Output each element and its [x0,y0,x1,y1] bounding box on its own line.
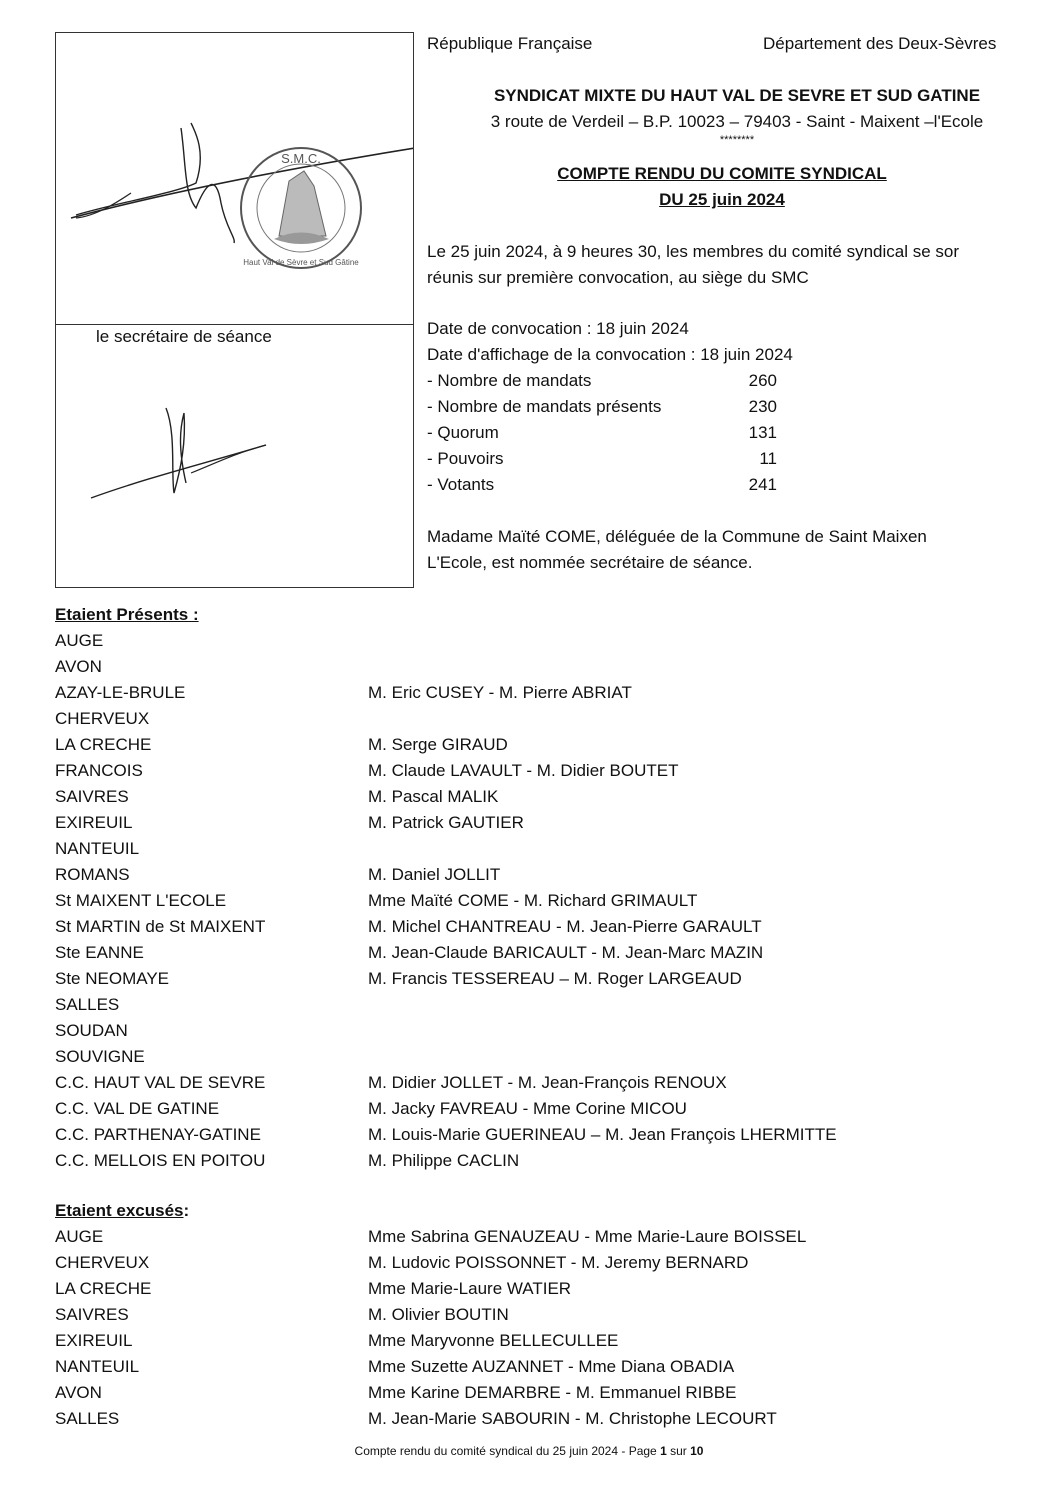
excuses-heading-text: Etaient excusés [55,1201,184,1220]
commune-name: SAIVRES [55,787,129,806]
stat-label: - Nombre de mandats [427,371,592,390]
member-names: Mme Marie-Laure WATIER [368,1279,572,1298]
commune-name: AUGE [55,631,104,650]
commune-name: SOUDAN [55,1021,128,1040]
table-row [55,1096,1015,1122]
commune-name: NANTEUIL [55,839,140,858]
member-names: M. Daniel JOLLIT [368,865,501,884]
commune-name: C.C. PARTHENAY-GATINE [55,1125,261,1144]
presents-heading: Etaient Présents : [55,605,199,624]
secretary-label: le secrétaire de séance [96,327,272,346]
stat-value: 11 [759,449,777,468]
member-names: M. Pascal MALIK [368,787,499,806]
table-row [55,914,1015,940]
member-names: M. Eric CUSEY - M. Pierre ABRIAT [368,683,632,702]
commune-name: SOUVIGNE [55,1047,145,1066]
footer-sur: sur [666,1444,691,1458]
commune-name: AVON [55,1383,102,1402]
member-names: Mme Suzette AUZANNET - Mme Diana OBADIA [368,1357,735,1376]
footer-text: Compte rendu du comité syndical du 25 juin 2024 - Page [354,1444,661,1458]
commune-name: CHERVEUX [55,709,150,728]
excuses-heading-colon: : [183,1201,190,1220]
table-row [55,1250,1015,1276]
member-names: M. Ludovic POISSONNET - M. Jeremy BERNARD [368,1253,749,1272]
footer-page-total: 10 [690,1444,704,1458]
commune-name: C.C. VAL DE GATINE [55,1099,220,1118]
secretary-signature [56,353,413,583]
member-names: M. Louis-Marie GUERINEAU – M. Jean François LHERMITTE [368,1125,837,1144]
table-row [55,940,1015,966]
convocation-date: Date de convocation : 18 juin 2024 [427,319,689,338]
stat-label: - Quorum [427,423,499,442]
member-names: M. Michel CHANTREAU - M. Jean-Pierre GARAULT [368,917,762,936]
stamp-top-text: S.M.C. [281,151,321,166]
member-names: M. Jean-Claude BARICAULT - M. Jean-Marc MAZIN [368,943,764,962]
table-row [55,1018,1015,1044]
stat-value: 241 [748,475,777,494]
posting-date: Date d'affichage de la convocation : 18 juin 2024 [427,345,793,364]
stat-mandats-presents [427,394,787,420]
secretary-text-line-2: L'Ecole, est nommée secrétaire de séance. [427,553,753,572]
table-row [55,1354,1015,1380]
signature-box [55,32,414,588]
table-row [55,836,1015,862]
member-names: Mme Maryvonne BELLECULLEE [368,1331,619,1350]
smc-stamp [234,141,369,276]
table-row [55,654,1015,680]
republic-label: République Française [427,34,593,53]
department-label: Département des Deux-Sèvres [763,34,997,53]
stat-mandats [427,368,787,394]
commune-name: EXIREUIL [55,813,133,832]
commune-name: CHERVEUX [55,1253,150,1272]
table-row [55,706,1015,732]
commune-name: SALLES [55,995,120,1014]
table-row [55,758,1015,784]
commune-name: AZAY-LE-BRULE [55,683,186,702]
member-names: Mme Karine DEMARBRE - M. Emmanuel RIBBE [368,1383,737,1402]
secretary-text-line-1: Madame Maïté COME, déléguée de la Commune de Saint Maixen [427,527,927,546]
table-row [55,1148,1015,1174]
stamp-ring-text: Haut Val de Sèvre et Sud Gâtine [243,258,359,267]
table-row [55,1070,1015,1096]
table-row [55,1380,1015,1406]
stat-label: - Pouvoirs [427,449,504,468]
table-row [55,1406,1015,1432]
intro-line-1: Le 25 juin 2024, à 9 heures 30, les membres du comité syndical se sor [427,242,960,261]
table-row [55,1044,1015,1070]
report-date-title: DU 25 juin 2024 [659,190,785,209]
commune-name: EXIREUIL [55,1331,133,1350]
organization-address: 3 route de Verdeil – B.P. 10023 – 79403 - Saint - Maixent –l'Ecole [490,112,984,131]
member-names: M. Francis TESSEREAU – M. Roger LARGEAUD [368,969,742,988]
stat-value: 260 [748,371,777,390]
table-row [55,732,1015,758]
stat-quorum [427,420,787,446]
table-row [55,888,1015,914]
table-row [55,862,1015,888]
stat-votants [427,472,787,498]
commune-name: ROMANS [55,865,130,884]
member-names: M. Patrick GAUTIER [368,813,524,832]
table-row [55,1122,1015,1148]
page-footer [0,1444,1058,1458]
table-row [55,628,1015,654]
separator-stars: ******** [719,134,755,146]
commune-name: Ste NEOMAYE [55,969,169,988]
member-names: M. Didier JOLLET - M. Jean-François RENOUX [368,1073,727,1092]
table-row [55,1224,1015,1250]
intro-line-2: réunis sur première convocation, au siège du SMC [427,268,809,287]
member-names: M. Jacky FAVREAU - Mme Corine MICOU [368,1099,687,1118]
organization-name: SYNDICAT MIXTE DU HAUT VAL DE SEVRE ET SUD GATINE [493,86,981,105]
commune-name: C.C. MELLOIS EN POITOU [55,1151,266,1170]
report-title: COMPTE RENDU DU COMITE SYNDICAL [557,164,887,183]
table-row [55,784,1015,810]
member-names: M. Jean-Marie SABOURIN - M. Christophe LECOURT [368,1409,777,1428]
commune-name: AVON [55,657,102,676]
table-row [55,1276,1015,1302]
table-row [55,1328,1015,1354]
member-names: Mme Maïté COME - M. Richard GRIMAULT [368,891,698,910]
commune-name: FRANCOIS [55,761,143,780]
stat-label: - Votants [427,475,495,494]
footer-page-number: 1 [660,1444,667,1458]
table-row [55,966,1015,992]
commune-name: C.C. HAUT VAL DE SEVRE [55,1073,266,1092]
stat-value: 131 [748,423,777,442]
commune-name: SALLES [55,1409,120,1428]
table-row [55,1302,1015,1328]
member-names: M. Olivier BOUTIN [368,1305,509,1324]
member-names: Mme Sabrina GENAUZEAU - Mme Marie-Laure BOISSEL [368,1227,807,1246]
commune-name: AUGE [55,1227,104,1246]
stat-label: - Nombre de mandats présents [427,397,662,416]
commune-name: St MARTIN de St MAIXENT [55,917,266,936]
commune-name: LA CRECHE [55,1279,152,1298]
commune-name: LA CRECHE [55,735,152,754]
member-names: M. Philippe CACLIN [368,1151,520,1170]
stat-value: 230 [748,397,777,416]
table-row [55,810,1015,836]
commune-name: St MAIXENT L'ECOLE [55,891,227,910]
excuses-heading [55,1198,189,1224]
member-names: M. Claude LAVAULT - M. Didier BOUTET [368,761,679,780]
commune-name: Ste EANNE [55,943,144,962]
member-names: M. Serge GIRAUD [368,735,508,754]
table-row [55,680,1015,706]
table-row [55,992,1015,1018]
commune-name: SAIVRES [55,1305,129,1324]
commune-name: NANTEUIL [55,1357,140,1376]
stat-pouvoirs [427,446,787,472]
